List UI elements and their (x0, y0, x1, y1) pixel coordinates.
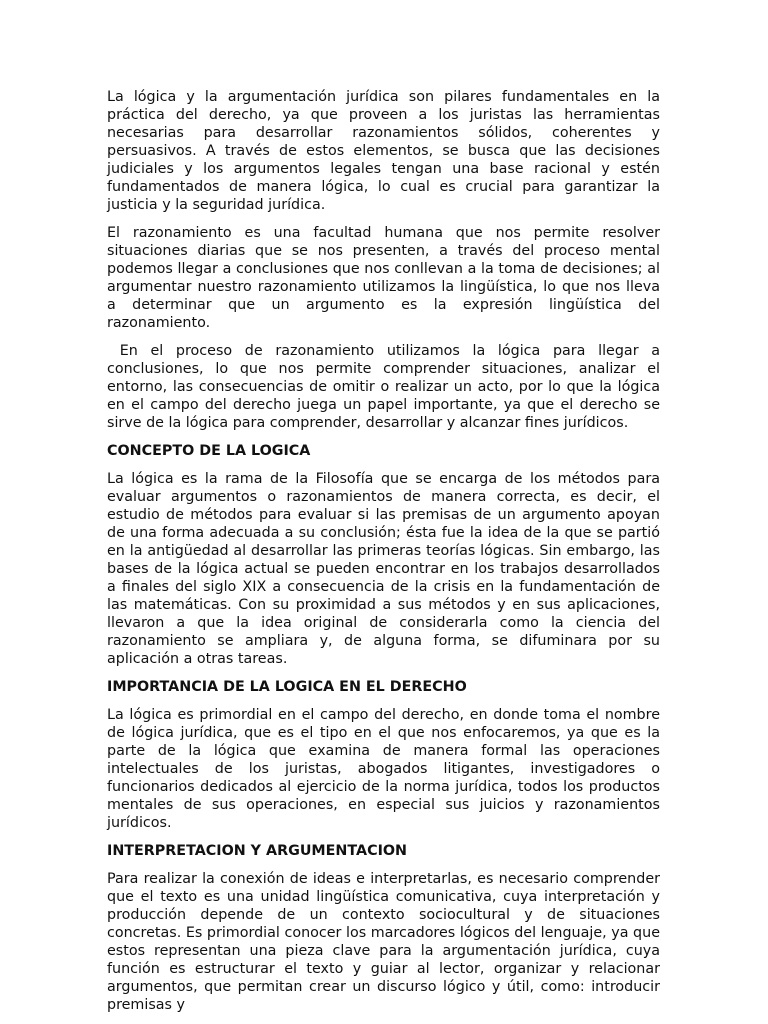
section-body-interpretacion: Para realizar la conexión de ideas e interpretarlas, es necesario comprender que el texto es una unidad lingüística comunicativa, cuya interpretación y producción depende de un contexto sociocultural y de situaciones concretas. Es primordial conocer los marcadores lógicos del lenguaje, ya que estos representan una pieza clave para la argumentación jurídica, cuya función es estructurar el texto y guiar al lector, organizar y relacionar argumentos, que permitan crear un discurso lógico y útil, como: introducir premisas y (107, 871, 660, 1013)
intro-paragraph-3: En el proceso de razonamiento utilizamos la lógica para llegar a conclusiones, lo que nos permite comprender situaciones, analizar el entorno, las consecuencias de omitir o realizar un acto, por lo que la lógica en el campo del derecho juega un papel importante, ya que el derecho se sirve de la lógica para comprender, desarrollar y alcanzar fines jurídicos. (107, 343, 665, 431)
section-body-concepto: La lógica es la rama de la Filosofía que se encarga de los métodos para evaluar argumentos o razonamientos de manera correcta, es decir, el estudio de métodos para evaluar si las premisas de un argumento apoyan de una forma adecuada a su conclusión; ésta fue la idea de la que se partió en la antigüedad al desarrollar las primeras teorías lógicas. Sin embargo, las bases de la lógica actual se pueden encontrar en los trabajos desarrollados a finales del siglo XIX a consecuencia de la crisis en la fundamentación de las matemáticas. Con su proximidad a sus métodos y en sus aplicaciones, llevaron a que la idea original de considerarla como la ciencia del razonamiento se ampliara y, de alguna forma, se difuminara por su aplicación a otras tareas. (107, 471, 660, 667)
document-page (107, 88, 665, 1024)
intro-paragraph-1: La lógica y la argumentación jurídica son pilares fundamentales en la práctica del derecho, ya que proveen a los juristas las herramientas necesarias para desarrollar razonamientos sólidos, coherentes y persuasivos. A través de estos elementos, se busca que las decisiones judiciales y los argumentos legales tengan una base racional y estén fundamentados de manera lógica, lo cual es crucial para garantizar la justicia y la seguridad jurídica. (107, 89, 660, 213)
section-heading-concepto: CONCEPTO DE LA LOGICA (107, 443, 311, 459)
intro-paragraph-2: El razonamiento es una facultad humana que nos permite resolver situaciones diarias que se nos presenten, a través del proceso mental podemos llegar a conclusiones que nos conllevan a la toma de decisiones; al argumentar nuestro razonamiento utilizamos la lingüística, lo que nos lleva a determinar que un argumento es la expresión lingüística del razonamiento. (107, 225, 660, 331)
section-heading-interpretacion: INTERPRETACION Y ARGUMENTACION (107, 843, 408, 859)
section-heading-importancia: IMPORTANCIA DE LA LOGICA EN EL DERECHO (107, 679, 467, 695)
section-body-importancia: La lógica es primordial en el campo del derecho, en donde toma el nombre de lógica jurídica, que es el tipo en el que nos enfocaremos, ya que es la parte de la lógica que examina de manera formal las operaciones intelectuales de los juristas, abogados litigantes, investigadores o funcionarios dedicados al ejercicio de la norma jurídica, todos los productos mentales de sus operaciones, en especial sus juicios y razonamientos jurídicos. (107, 707, 660, 831)
